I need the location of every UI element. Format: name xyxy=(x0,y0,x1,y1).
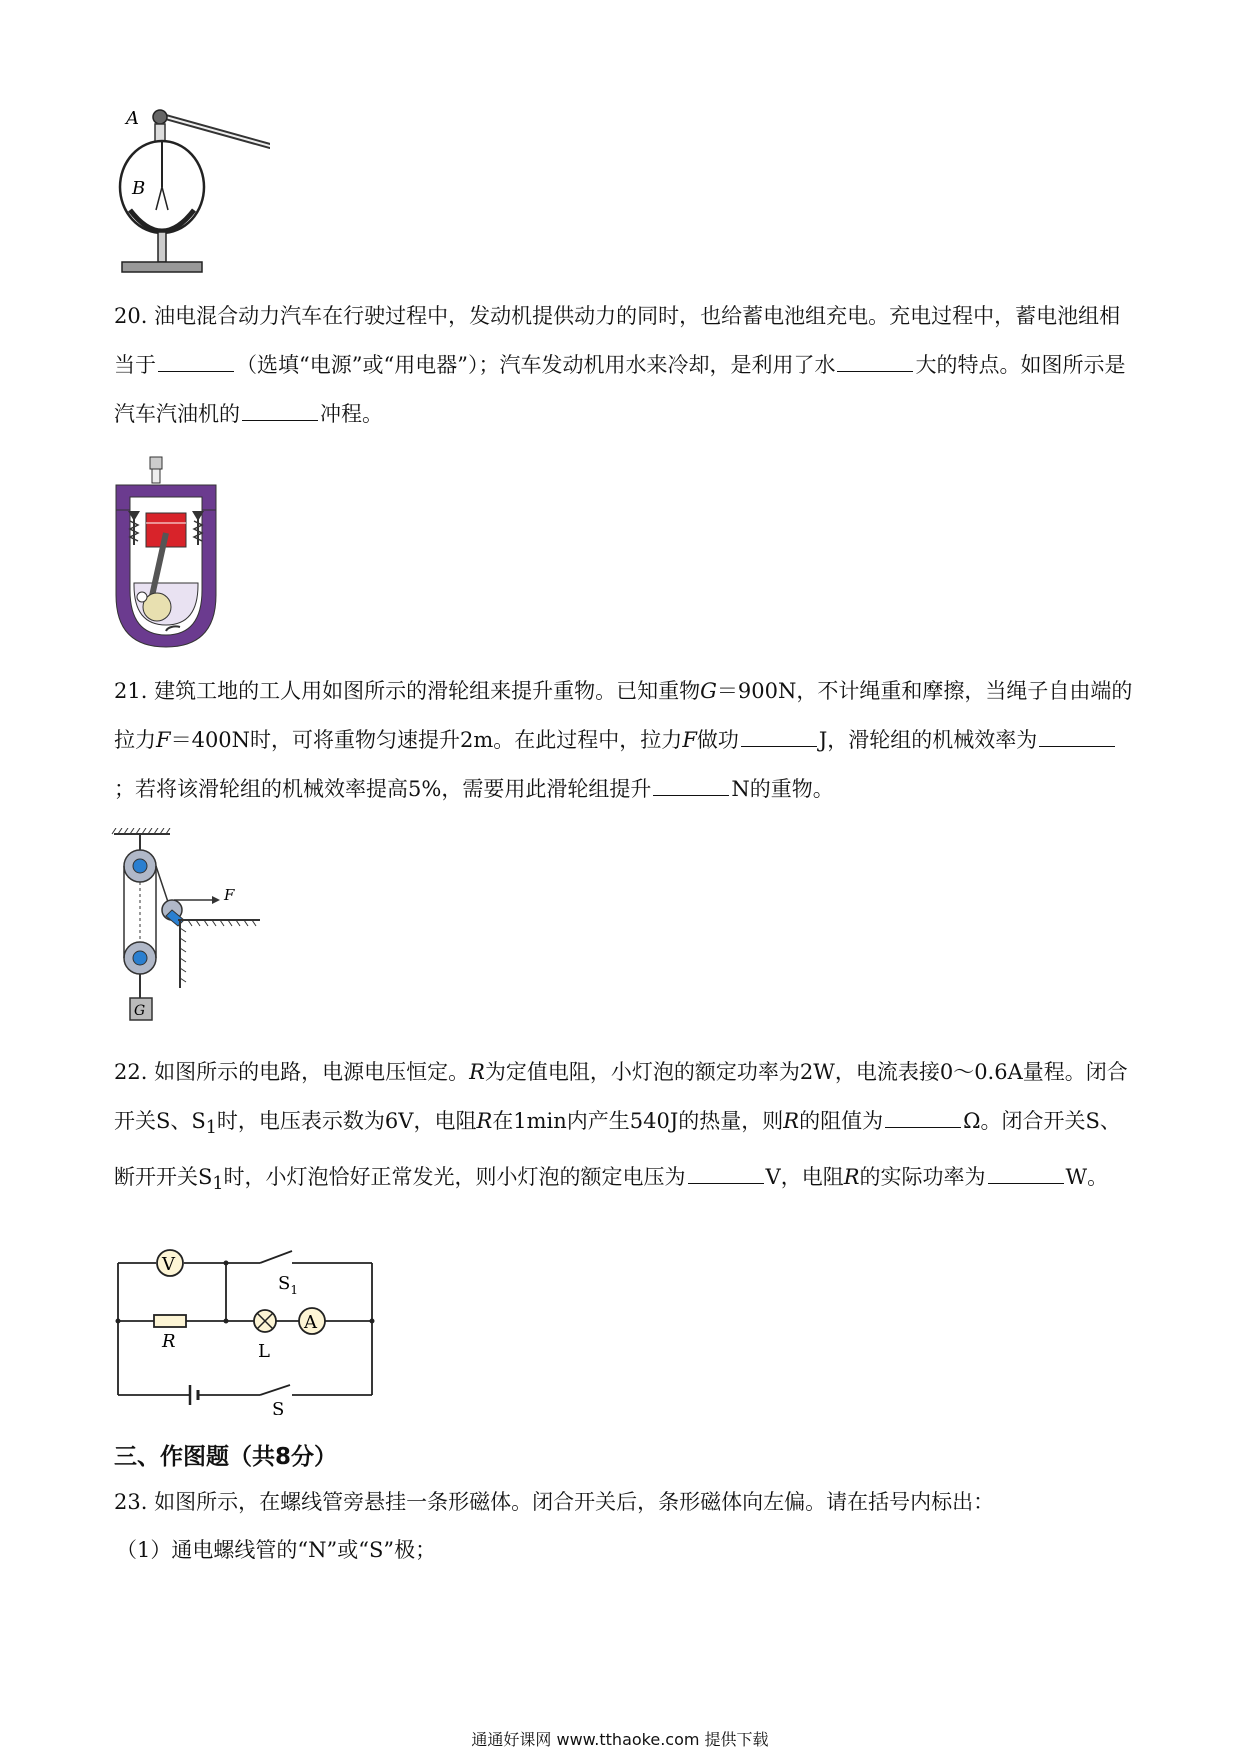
ammeter-label: A xyxy=(304,1312,317,1333)
switch-s-label: S xyxy=(272,1399,285,1415)
pulley-figure xyxy=(108,828,268,1028)
blank[interactable] xyxy=(158,370,234,372)
page-footer: 通通好课网 www.tthaoke.com 提供下载 xyxy=(471,1730,769,1749)
question-23-part-1: （1）通电螺线管的“N”或“S”极； xyxy=(116,1538,437,1562)
voltmeter-label: V xyxy=(162,1254,175,1275)
section-heading: 三、作图题（共8分） xyxy=(114,1444,338,1470)
switch-s1-label: $S_1$ xyxy=(278,1273,298,1297)
electroscope-figure xyxy=(110,102,270,282)
resistor-label: R xyxy=(162,1331,176,1352)
blank[interactable] xyxy=(988,1182,1064,1184)
blank[interactable] xyxy=(653,794,729,796)
blank[interactable] xyxy=(1039,745,1115,747)
blank[interactable] xyxy=(242,419,318,421)
blank[interactable] xyxy=(885,1126,961,1128)
question-23: 23. 如图所示，在螺线管旁悬挂一条形磁体。闭合开关后，条形磁体向左偏。请在括号内标出： xyxy=(114,1490,995,1514)
pulley-label-g: G xyxy=(134,1003,146,1019)
blank[interactable] xyxy=(741,745,817,747)
circuit-figure xyxy=(110,1245,380,1415)
electroscope-label-a: A xyxy=(126,108,139,129)
question-22: 22. 如图所示的电路，电源电压恒定。R为定值电阻，小灯泡的额定功率为2W，电流表接0～0.6A量程。闭合开关S、$S_1$时，电压表示数为6V，电阻R在1min内产生540J的热量，则R的阻值为 Ω。闭合开关S、断开开关$S_1$时，小灯泡恰好正常发光，则小灯泡的额定电压为 V，电阻R的实际功率为 W。 xyxy=(114,1060,1128,1195)
electroscope-label-b: B xyxy=(132,178,146,199)
blank[interactable] xyxy=(837,370,913,372)
lamp-label: L xyxy=(258,1341,270,1362)
blank[interactable] xyxy=(688,1182,764,1184)
engine-figure xyxy=(112,455,222,650)
pulley-label-f: F xyxy=(224,886,235,904)
question-21: 21. 建筑工地的工人用如图所示的滑轮组来提升重物。已知重物G＝900N，不计绳重和摩擦，当绳子自由端的拉力F＝400N时，可将重物匀速提升2m。在此过程中，拉力F做功 J，滑轮组的机械效率为；若将该滑轮组的机械效率提高5%，需要用此滑轮组提升 N的重物。 xyxy=(114,679,1133,801)
question-20: 20. 油电混合动力汽车在行驶过程中，发动机提供动力的同时，也给蓄电池组充电。充电过程中，蓄电池组相当于 （选填“电源”或“用电器”）；汽车发动机用水来冷却，是利用了水 大的特点。如图所示是汽车汽油机的 冲程。 xyxy=(114,304,1126,426)
